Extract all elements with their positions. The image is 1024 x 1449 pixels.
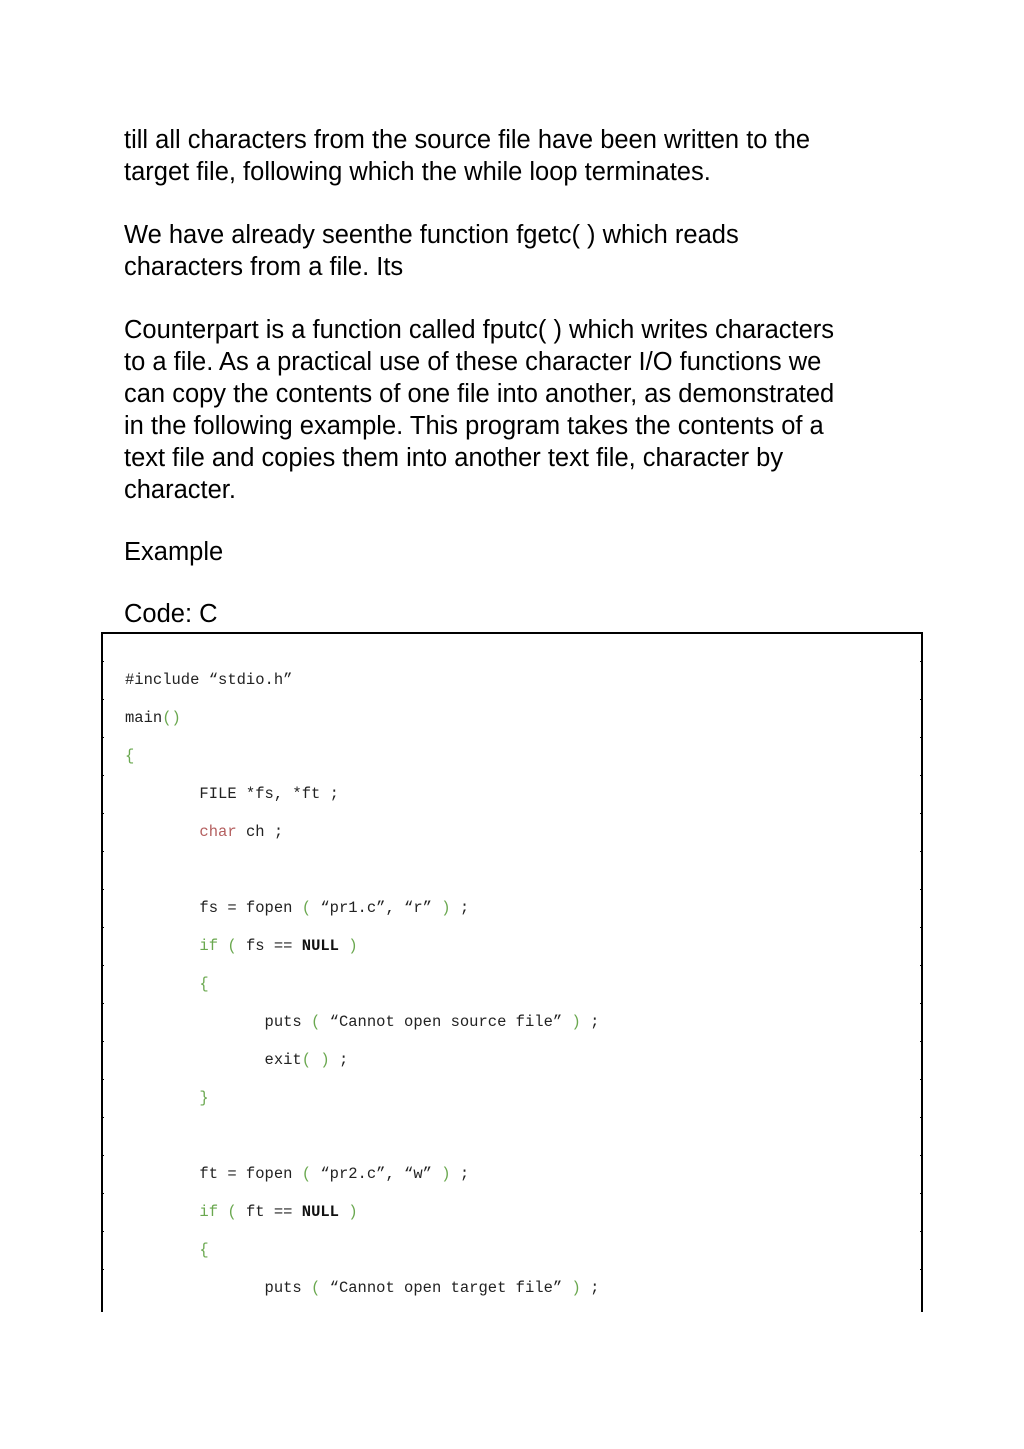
row-divider-tick [101, 927, 104, 928]
code-line [103, 1041, 921, 1079]
row-divider-tick [920, 1155, 923, 1156]
row-divider-tick [101, 965, 104, 966]
row-divider-tick [920, 1041, 923, 1042]
code-line [103, 661, 921, 699]
row-divider-tick [101, 699, 104, 700]
code-token: ( [301, 899, 312, 917]
code-line [103, 851, 921, 889]
code-token: ft == [236, 1203, 302, 1221]
code-token [218, 1203, 227, 1221]
row-divider-tick [920, 699, 923, 700]
code-token: ) [571, 1279, 581, 1297]
code-line [103, 1117, 921, 1155]
code-token [125, 1203, 199, 1221]
row-divider-tick [920, 927, 923, 928]
code-text [125, 1231, 209, 1269]
code-text [125, 965, 209, 1003]
code-token [125, 823, 199, 841]
code-token: if [199, 1203, 219, 1221]
code-line [103, 1155, 921, 1193]
text-line: text file and copies them into another text file, character by [124, 444, 784, 472]
text-line: till all characters from the source file have been written to the [124, 126, 810, 154]
code-token: ft = fopen [125, 1165, 302, 1183]
code-token: if [199, 937, 219, 955]
row-divider-tick [101, 1003, 104, 1004]
code-token: NULL [301, 937, 339, 955]
code-token: ( ) [301, 1051, 330, 1069]
row-divider-tick [920, 1193, 923, 1194]
row-divider-tick [101, 1079, 104, 1080]
code-token: FILE *fs, *ft ; [125, 785, 339, 803]
text-line: Example [124, 538, 224, 566]
code-line [103, 965, 921, 1003]
code-token: exit [125, 1051, 302, 1069]
code-line [103, 1003, 921, 1041]
row-divider-tick [920, 1117, 923, 1118]
row-divider-tick [101, 889, 104, 890]
paragraph-intro [124, 124, 914, 188]
row-divider-tick [101, 737, 104, 738]
code-token: fs = fopen [125, 899, 302, 917]
code-text [125, 813, 283, 851]
code-token: puts [125, 1013, 312, 1031]
row-divider-tick [920, 1003, 923, 1004]
text-line: to a file. As a practical use of these character I/O functions we [124, 348, 822, 376]
code-text [125, 661, 292, 699]
text-line: Code: C [124, 600, 218, 628]
code-token: ; [329, 1051, 349, 1069]
code-line [103, 1231, 921, 1269]
code-token [125, 1089, 199, 1107]
code-token: ; [580, 1013, 600, 1031]
code-token: ; [580, 1279, 600, 1297]
code-token: ( [311, 1013, 321, 1031]
code-token [218, 937, 227, 955]
code-text [125, 1155, 469, 1193]
code-text [125, 1193, 358, 1231]
row-divider-tick [101, 1041, 104, 1042]
row-divider-tick [920, 965, 923, 966]
code-line [103, 927, 921, 965]
code-text [125, 737, 134, 775]
code-token [125, 937, 199, 955]
code-text [125, 1041, 348, 1079]
code-line [103, 813, 921, 851]
example-heading [124, 536, 914, 568]
row-divider-tick [101, 1269, 104, 1270]
code-block [101, 632, 923, 1312]
code-token: #include “stdio.h” [125, 671, 293, 689]
paragraph-fgetc [124, 219, 914, 283]
code-token: NULL [301, 1203, 339, 1221]
row-divider-tick [920, 1079, 923, 1080]
code-token: ( [227, 937, 237, 955]
code-line [103, 1269, 921, 1307]
code-text [125, 1003, 599, 1041]
code-text [125, 775, 339, 813]
row-divider-tick [920, 851, 923, 852]
row-divider-tick [101, 851, 104, 852]
code-line [103, 889, 921, 927]
row-divider-tick [101, 1193, 104, 1194]
code-line [103, 1193, 921, 1231]
row-divider-tick [920, 889, 923, 890]
code-token: { [199, 1241, 209, 1259]
text-line: target file, following which the while loop terminates. [124, 158, 711, 186]
code-token: { [125, 747, 135, 765]
code-token: ) [348, 937, 358, 955]
text-line: characters from a file. Its [124, 253, 404, 281]
code-token: ) [441, 899, 451, 917]
code-token: “Cannot open source file” [320, 1013, 572, 1031]
row-divider-tick [101, 661, 104, 662]
code-token: main [125, 709, 163, 727]
code-text [125, 889, 469, 927]
code-token: ; [450, 1165, 470, 1183]
code-token [339, 937, 348, 955]
code-line [103, 699, 921, 737]
code-token: char [199, 823, 237, 841]
code-token: ; [450, 899, 470, 917]
code-token [125, 1241, 199, 1259]
row-divider-tick [920, 1231, 923, 1232]
code-token: ( [311, 1279, 321, 1297]
code-token: “pr2.c”, “w” [311, 1165, 442, 1183]
text-line: We have already seenthe function fgetc( ) which reads [124, 221, 739, 249]
row-divider-tick [920, 1269, 923, 1270]
code-token: ( [227, 1203, 237, 1221]
code-token: } [199, 1089, 209, 1107]
code-token: fs == [236, 937, 302, 955]
code-token: ) [348, 1203, 358, 1221]
row-divider-tick [920, 813, 923, 814]
code-text [125, 699, 181, 737]
row-divider-tick [920, 775, 923, 776]
code-token: ( [301, 1165, 312, 1183]
code-token: ) [571, 1013, 581, 1031]
code-line [103, 1079, 921, 1117]
row-divider-tick [101, 775, 104, 776]
row-divider-tick [920, 661, 923, 662]
row-divider-tick [101, 1231, 104, 1232]
code-text [125, 1269, 599, 1307]
code-text [125, 1079, 209, 1117]
row-divider-tick [101, 1117, 104, 1118]
text-line: in the following example. This program takes the contents of a [124, 412, 824, 440]
text-line: can copy the contents of one file into another, as demonstrated [124, 380, 835, 408]
row-divider-tick [101, 813, 104, 814]
code-token: “Cannot open target file” [320, 1279, 572, 1297]
code-token: ) [441, 1165, 451, 1183]
code-label [124, 598, 914, 630]
code-token: () [162, 709, 181, 727]
code-token: “pr1.c”, “r” [311, 899, 442, 917]
code-line [103, 737, 921, 775]
text-line: Counterpart is a function called fputc( ) which writes characters [124, 316, 835, 344]
paragraph-fputc [124, 314, 914, 506]
code-token: { [199, 975, 209, 993]
code-token: ch ; [236, 823, 284, 841]
text-line: character. [124, 476, 236, 504]
row-divider-tick [101, 1155, 104, 1156]
code-token [125, 975, 199, 993]
code-line [103, 775, 921, 813]
row-divider-tick [920, 737, 923, 738]
code-token [339, 1203, 348, 1221]
code-token: puts [125, 1279, 312, 1297]
code-text [125, 927, 358, 965]
